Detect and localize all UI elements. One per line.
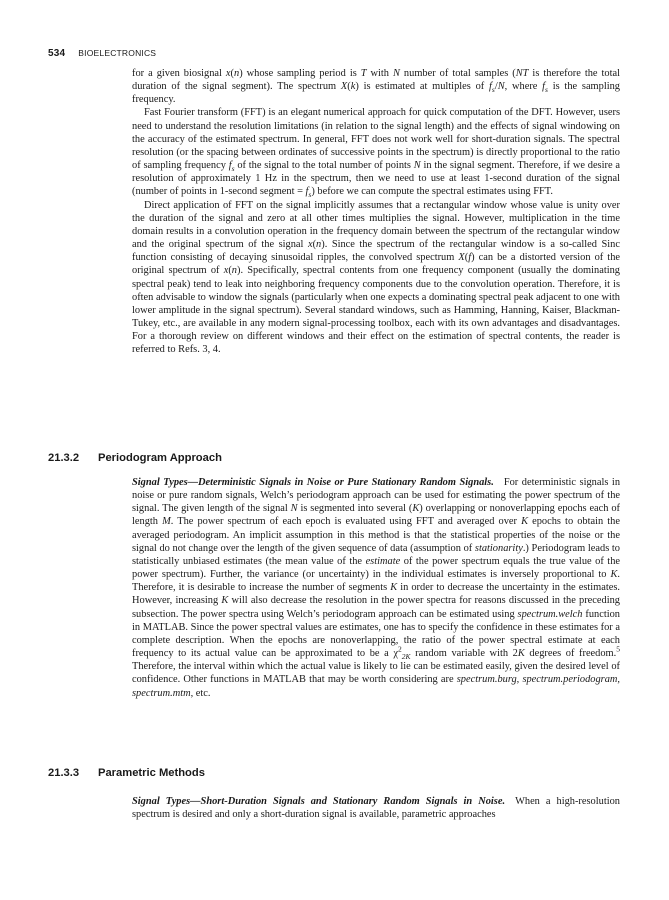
lead-in-heading: Signal Types—Short-Duration Signals and Stationary Random Signals in Noise. [132, 796, 506, 807]
section-heading [48, 452, 222, 464]
section-title: Parametric Methods [98, 767, 205, 779]
paragraph: Fast Fourier transform (FFT) is an elegant numerical approach for quick computation of the DFT. However, users need to understand the resolution limitations (in relation to the signal length) and the effects of signal windowing on the accuracy of the estimated spectrum. In general, FFT does not work well for short-duration signals. The spectral resolution (or the spacing between ordinates of successive points in the spectrum) is directly proportional to the ratio of sampling frequency $f_s$ of the signal to the total number of points N in the signal segment. Therefore, if we desire a resolution of approximately 1 Hz in the spectrum, then we need to use at least 1-second duration of the signal (number of points in 1-second segment = $f_s$) before we can compute the spectral estimates using FFT. [132, 107, 620, 200]
paragraph: Direct application of FFT on the signal implicitly assumes that a rectangular window whose value is unity over the duration of the signal and zero at all other times multiplies the signal. However, multiplication in the time domain results in a convolution operation in the frequency domain between the spectrum of the rectangular window and the original spectrum of the signal x(n). Since the spectrum of the rectangular window is a so-called Sinc function consisting of decaying sinusoidal ripples, the convolved spectrum X(f) can be a distorted version of the original spectrum of x(n). Specifically, spectral contents from one frequency component (usually the dominating spectral peak) tend to leak into neighboring frequency components due to the convolution operation. Therefore, it is often advisable to window the signals (particularly when one expects a dominating spectral peak adjacent to one with lower amplitude in the signal spectrum). Several standard windows, such as Hamming, Hanning, Kaiser, Blackman-Tukey, etc., are available in any modern signal-processing toolbox, each with its own advantages and disadvantages. For a thorough review on different windows and their effect on the estimation of spectral contents, the reader is referred to Refs. 3, 4. [132, 199, 620, 356]
section-text-block [132, 795, 620, 821]
paragraph [132, 795, 620, 821]
section-title: Periodogram Approach [98, 452, 222, 464]
running-head [48, 48, 156, 59]
paragraph-body: When a high-resolution spectrum is desired and only a short-duration signal is available, parametric approaches [132, 796, 620, 821]
section-number: 21.3.3 [48, 767, 80, 779]
section-number: 21.3.2 [48, 452, 80, 464]
lead-in-heading: Signal Types—Deterministic Signals in Noise or Pure Stationary Random Signals. [132, 477, 494, 488]
paragraph: for a given biosignal x(n) whose sampling period is T with N number of total samples (NT is therefore the total duration of the signal segment). The spectrum X(k) is estimated at multiples of $f_s/N$, where $f_s$ is the sampling frequency. [132, 68, 620, 106]
page-number: 534 [48, 48, 66, 59]
section-text-block [132, 476, 620, 700]
section-heading [48, 767, 205, 779]
intro-text-block [132, 67, 620, 356]
paragraph-body: For deterministic signals in noise or pure random signals, Welch’s periodogram approach can be used for estimating the power spectrum of the signal. The given length of the signal N is segmented into several (K) overlapping or nonoverlapping epochs each of length M. The power spectrum of each epoch is evaluated using FFT and averaged over K epochs to obtain the averaged periodogram. An implicit assumption in this method is that the statistical properties of the noise or the signal do not change over the length of the given sequence of data (assumption of stationarity.) Periodogram leads to statistically unbiased estimates (the mean value of the estimate of the power spectrum equals the true value of the power spectrum). Further, the variance (or uncertainty) in the individual estimates is inversely proportional to K. Therefore, it is desirable to increase the number of segments K in order to decrease the uncertainty in the estimates. However, increasing K will also decrease the resolution in the power spectra for reasons discussed in the preceding subsection. The power spectra using Welch’s periodogram approach can be estimated using spectrum.welch function in MATLAB. Since the power spectral values are estimates, one has to specify the confidence in these estimates for a complete description. When the epochs are nonoverlapping, the ratio of the power spectral estimate at each frequency to its actual value can be approximated to be a $\chi^2_{2K}$ random variable with 2K degrees of freedom.$^5$ Therefore, the interval within which the actual value is likely to lie can be estimated easily, given the desired level of confidence. Other functions in MATLAB that may be worth considering are spectrum.burg, spectrum.periodogram, spectrum.mtm, etc. [132, 477, 621, 699]
paragraph [132, 476, 620, 700]
running-title: BIOELECTRONICS [78, 48, 157, 58]
